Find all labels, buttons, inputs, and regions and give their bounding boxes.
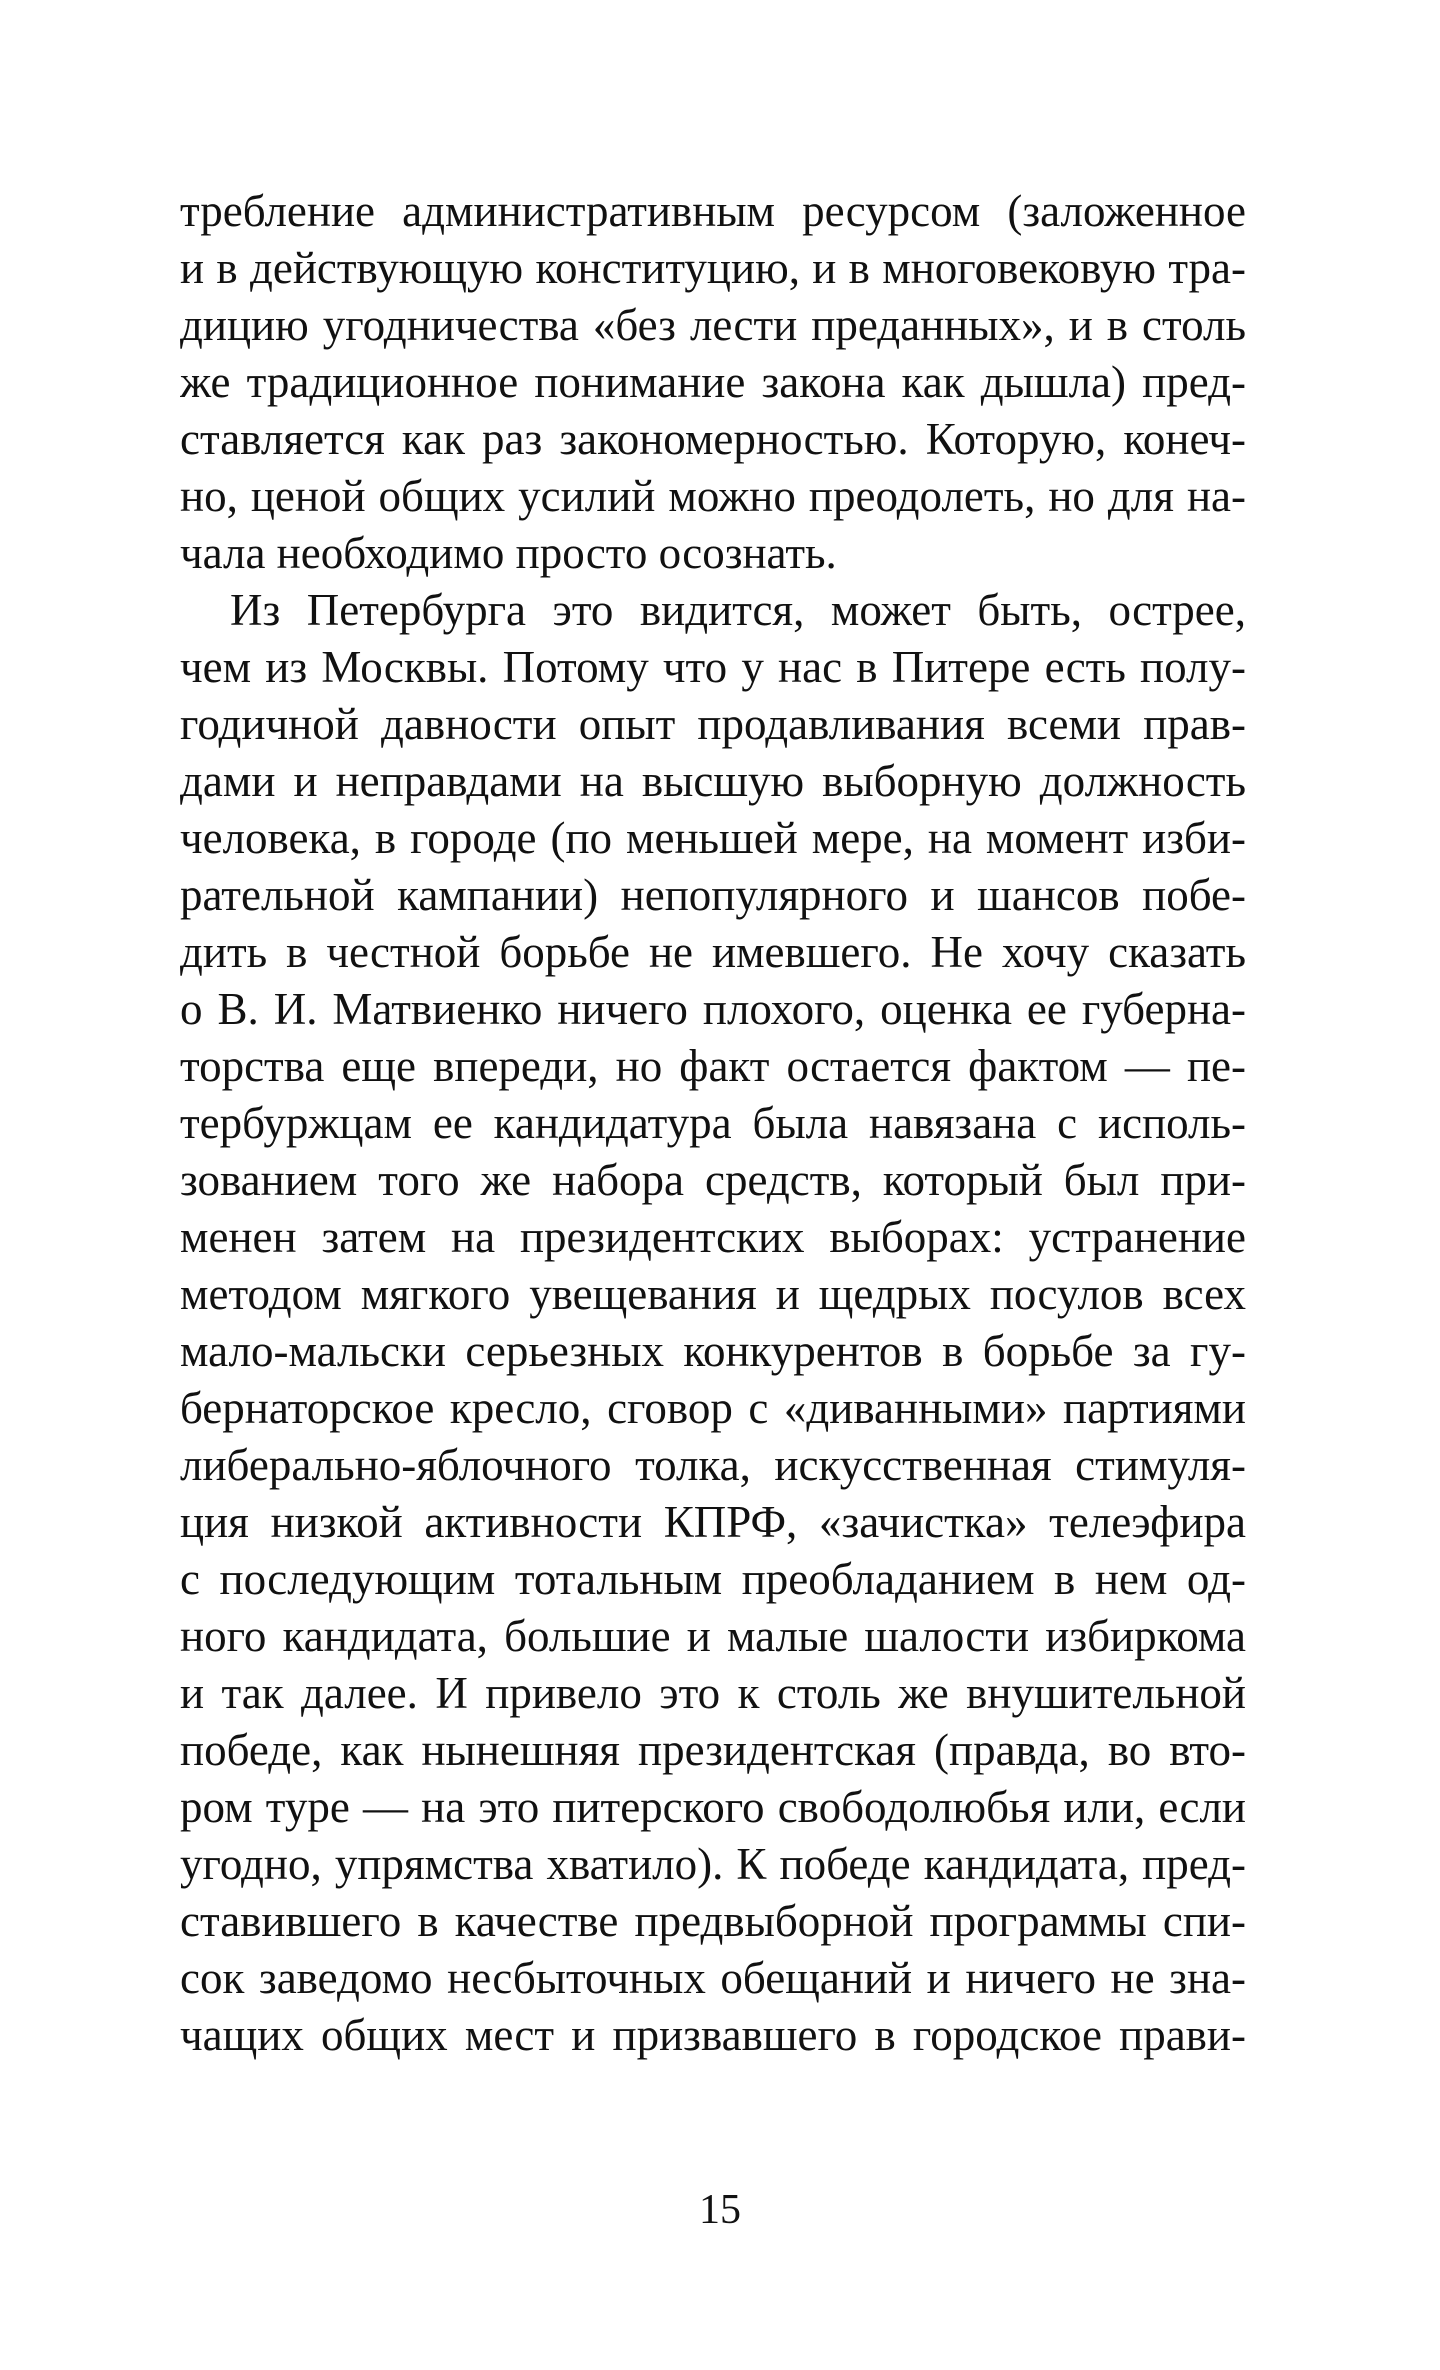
body-text bbox=[180, 183, 1246, 2064]
text-line: же традиционное понимание закона как дышла) пред- bbox=[180, 357, 1246, 407]
page-number: 15 bbox=[699, 2187, 741, 2233]
text-line: с последующим тотальным преобладанием в нем од- bbox=[180, 1554, 1246, 1604]
text-line: рательной кампании) непопулярного и шансов побе- bbox=[180, 870, 1246, 920]
text-line: ного кандидата, большие и малые шалости избиркома bbox=[180, 1611, 1246, 1661]
text-line: угодно, упрямства хватило). К победе кандидата, пред- bbox=[180, 1839, 1246, 1889]
text-line: торства еще впереди, но факт остается фактом — пе- bbox=[180, 1041, 1246, 1091]
text-line: чащих общих мест и призвавшего в городское прави- bbox=[180, 2010, 1246, 2060]
text-line: ставившего в качестве предвыборной программы спи- bbox=[180, 1896, 1246, 1946]
text-line: годичной давности опыт продавливания всеми прав- bbox=[180, 699, 1246, 749]
text-line: либерально-яблочного толка, искусственная стимуля- bbox=[180, 1440, 1246, 1490]
text-line: человека, в городе (по меньшей мере, на момент изби- bbox=[180, 813, 1246, 863]
text-line: требление административным ресурсом (заложенное bbox=[180, 186, 1246, 236]
text-line: ставляется как раз закономерностью. Которую, конеч- bbox=[180, 414, 1246, 464]
text-line: дить в честной борьбе не имевшего. Не хочу сказать bbox=[180, 927, 1246, 977]
text-line: зованием того же набора средств, который был при- bbox=[180, 1155, 1246, 1205]
text-line: мало-мальски серьезных конкурентов в борьбе за гу- bbox=[180, 1326, 1246, 1376]
text-line: бернаторское кресло, сговор с «диванными» партиями bbox=[180, 1383, 1246, 1433]
text-line: чем из Москвы. Потому что у нас в Питере есть полу- bbox=[180, 642, 1246, 692]
text-line: и так далее. И привело это к столь же внушительной bbox=[180, 1668, 1246, 1718]
text-line: ция низкой активности КПРФ, «зачистка» телеэфира bbox=[180, 1497, 1246, 1547]
text-line: дами и неправдами на высшую выборную должность bbox=[180, 756, 1246, 806]
text-line: дицию угодничества «без лести преданных», и в столь bbox=[180, 300, 1246, 350]
text-line: победе, как нынешняя президентская (правда, во вто- bbox=[180, 1725, 1246, 1775]
text-line: чала необходимо просто осознать. bbox=[180, 528, 837, 578]
text-line: сок заведомо несбыточных обещаний и ничего не зна- bbox=[180, 1953, 1246, 2003]
text-line: и в действующую конституцию, и в многовековую тра- bbox=[180, 243, 1246, 293]
text-line: менен затем на президентских выборах: устранение bbox=[180, 1212, 1246, 1262]
text-line: Из Петербурга это видится, может быть, острее, bbox=[230, 585, 1246, 635]
text-line: но, ценой общих усилий можно преодолеть, но для на- bbox=[180, 471, 1246, 521]
text-line: методом мягкого увещевания и щедрых посулов всех bbox=[180, 1269, 1246, 1319]
text-line: ром туре — на это питерского свободолюбья или, если bbox=[180, 1782, 1246, 1832]
text-line: тербуржцам ее кандидатура была навязана с исполь- bbox=[180, 1098, 1246, 1148]
text-line: о В. И. Матвиенко ничего плохого, оценка ее губерна- bbox=[180, 984, 1246, 1034]
